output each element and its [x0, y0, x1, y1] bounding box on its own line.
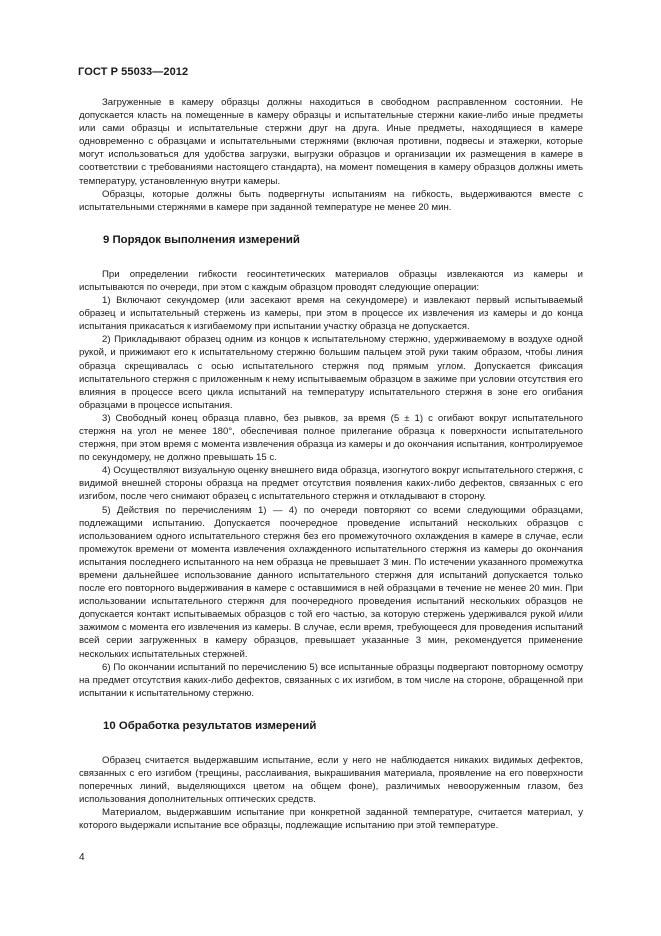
- list-item: 4) Осуществляют визуальную оценку внешнего вида образца, изогнутого вокруг испытательного стержня, с видимой внешней стороны образца на предмет отсутствия появления каких-либо дефектов, связанных с его изгибом, после чего снимают образец с испытательного стержня и откладывают в сторону.: [79, 465, 583, 503]
- paragraph: При определении гибкости геосинтетических материалов образцы извлекаются из камеры и испытываются по очереди, при этом с каждым образцом проводят следующие операции:: [79, 268, 583, 293]
- list-item: 3) Свободный конец образца плавно, без рывков, за время (5 ± 1) с огибают вокруг испытательного стержня на угол не менее 180°, обеспечивая полное прилегание образца к поверхности испытательного стержня, при этом время с момента извлечения образца из камеры и до окончания испытания, контролируемое по секундомеру, не должно превышать 15 с.: [79, 412, 583, 464]
- list-item: 5) Действия по перечислениям 1) — 4) по очереди повторяют со всеми следующими образцами, подлежащими испытанию. Допускается поочередное проведение испытаний нескольких образцов с использованием одного испытательного стержня без его промежуточного охлаждения в камере в случае, если промежуток времени от момента извлечения охлажденного испытательного стержня из камеры до окончания испытания последнего испытанного на нем образца не превышает 3 мин. По истечении указанного промежутка времени дальнейшее использование данного испытательного стержня для испытаний допускается только после его повторного выдерживания в камере с оставшимися в ней образцами в течение не менее 20 мин. При использовании испытательного стержня для поочередного проведения испытаний нескольких образцов не допускается контакт испытываемых образцов с той его частью, за которую стержень удерживался рукой и/или зажимом с момента его извлечения из камеры. В случае, если время, требующееся для проведения испытаний всей серии загруженных в камеру образцов, превышает указанные 3 мин, рекомендуется применение нескольких испытательных стержней.: [79, 504, 583, 660]
- paragraph: Загруженные в камеру образцы должны находиться в свободном расправленном состоянии. Не допускается класть на помещенные в камеру образцы и испытательные стержни какие-либо иные предметы или сами образцы и испытательные стержни друг на друга. Иные предметы, находящиеся в камере одновременно с образцами и испытательными стержнями (включая противни, подвесы и этажерки, которые могут использоваться для удобства загрузки, выгрузки образцов и организации их размещения в камере в соответствии с требованиями настоящего стандарта), на момент помещения в камеру образцов должны иметь температуру, установленную внутри камеры.: [79, 97, 583, 187]
- document-code-header: ГОСТ Р 55033—2012: [78, 66, 189, 78]
- section-10-heading: 10 Обработка результатов измерений: [103, 719, 317, 732]
- list-item: 1) Включают секундомер (или засекают время на секундомере) и извлекают первый испытываемый образец и испытательный стержень из камеры, при этом в процессе их извлечения из камеры и до конца испытания прикасаться к изгибаемому при испытании участку образца не допускается.: [79, 295, 583, 333]
- paragraph: Материалом, выдержавшим испытание при конкретной заданной температуре, считается материал, у которого выдержали испытание все образцы, подлежащие испытанию при этой температуре.: [79, 807, 583, 832]
- document-body: [79, 96, 583, 833]
- list-item: 2) Прикладывают образец одним из концов к испытательному стержню, удерживаемому в воздухе одной рукой, и прижимают его к испытательному стержню большим пальцем этой руки таким образом, чтобы линия образца скрещивалась с осью испытательного стержня под прямым углом. Допускается фиксация испытательного стержня с приложенным к нему испытываемым образцом в зажиме при условии отсутствия его влияния в процессе всего цикла испытаний на температуру испытательного стержня в зоне его огибания образцами в процессе испытания.: [79, 334, 583, 411]
- page-number: 4: [79, 852, 85, 863]
- section-9-heading: 9 Порядок выполнения измерений: [103, 233, 300, 246]
- list-item: 6) По окончании испытаний по перечислению 5) все испытанные образцы подвергают повторному осмотру на предмет отсутствия каких-либо дефектов, связанных с их изгибом, в том числе на стороне, обращенной при испытании к испытательному стержню.: [79, 661, 583, 699]
- paragraph: Образец считается выдержавшим испытание, если у него не наблюдается никаких видимых дефектов, связанных с его изгибом (трещины, расслаивания, выкрашивания материала, проявление на его поверхности поперечных линий, выделяющихся цветом на общем фоне), различимых невооруженным глазом, без использования дополнительных оптических средств.: [79, 754, 583, 806]
- paragraph: Образцы, которые должны быть подвергнуты испытаниям на гибкость, выдерживаются вместе с испытательными стержнями в камере при заданной температуре не менее 20 мин.: [79, 188, 583, 213]
